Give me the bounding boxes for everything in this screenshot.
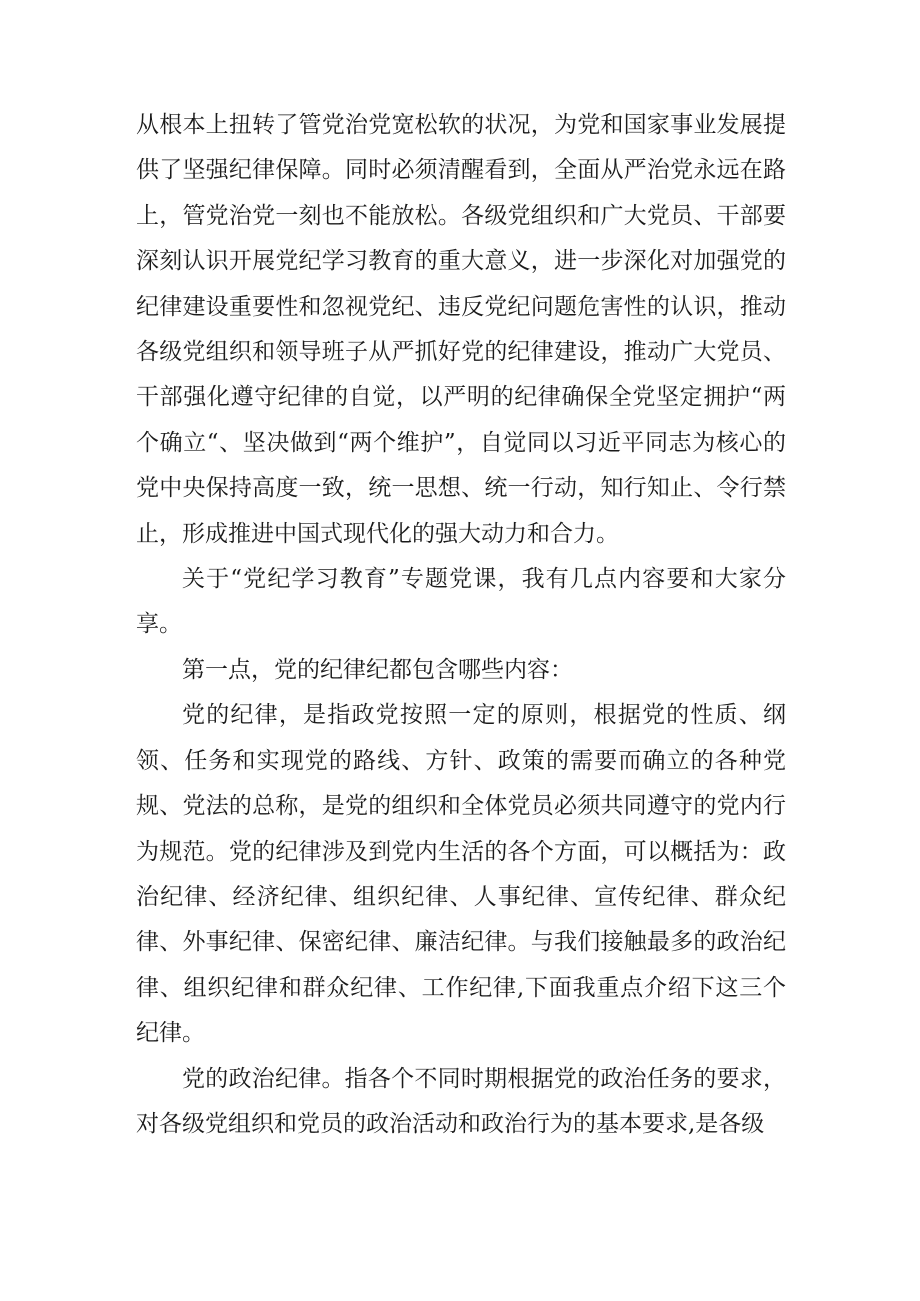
paragraph: 从根本上扭转了管党治党宽松软的状况，为党和国家事业发展提供了坚强纪律保障。同时必须清醒看到，全面从严治党永远在路上，管党治党一刻也不能放松。各级党组织和广大党员、干部要深刻认识开展党纪学习教育的重大意义，进一步深化对加强党的纪律建设重要性和忽视党纪、违反党纪问题危害性的认识，推动各级党组织和领导班子从严抓好党的纪律建设，推动广大党员、干部强化遵守纪律的自觉，以严明的纪律确保全党坚定拥护“两个确立“、坚决做到“两个维护”，自觉同以习近平同志为核心的党中央保持高度一致，统一思想、统一行动，知行知止、令行禁止，形成推进中国式现代化的强大动力和合力。: [136, 112, 786, 547]
document-body: [136, 103, 786, 1147]
paragraph: 关于“党纪学习教育”专题党课，我有几点内容要和大家分享。: [136, 566, 786, 638]
paragraph: 党的纪律，是指政党按照一定的原则，根据党的性质、纲领、任务和实现党的路线、方针、政策的需要而确立的各种党规、党法的总称，是党的组织和全体党员必须共同遵守的党内行为规范。党的纪律涉及到党内生活的各个方面，可以概括为：政治纪律、经济纪律、组织纪律、人事纪律、宣传纪律、群众纪律、外事纪律、保密纪律、廉洁纪律。与我们接触最多的政治纪律、组织纪律和群众纪律、工作纪律,下面我重点介绍下这三个纪律。: [136, 702, 786, 1047]
paragraph: 党的政治纪律。指各个不同时期根据党的政治任务的要求，对各级党组织和党员的政治活动和政治行为的基本要求,是各级: [136, 1065, 786, 1137]
paragraph: 第一点，党的纪律纪都包含哪些内容：: [182, 656, 573, 683]
